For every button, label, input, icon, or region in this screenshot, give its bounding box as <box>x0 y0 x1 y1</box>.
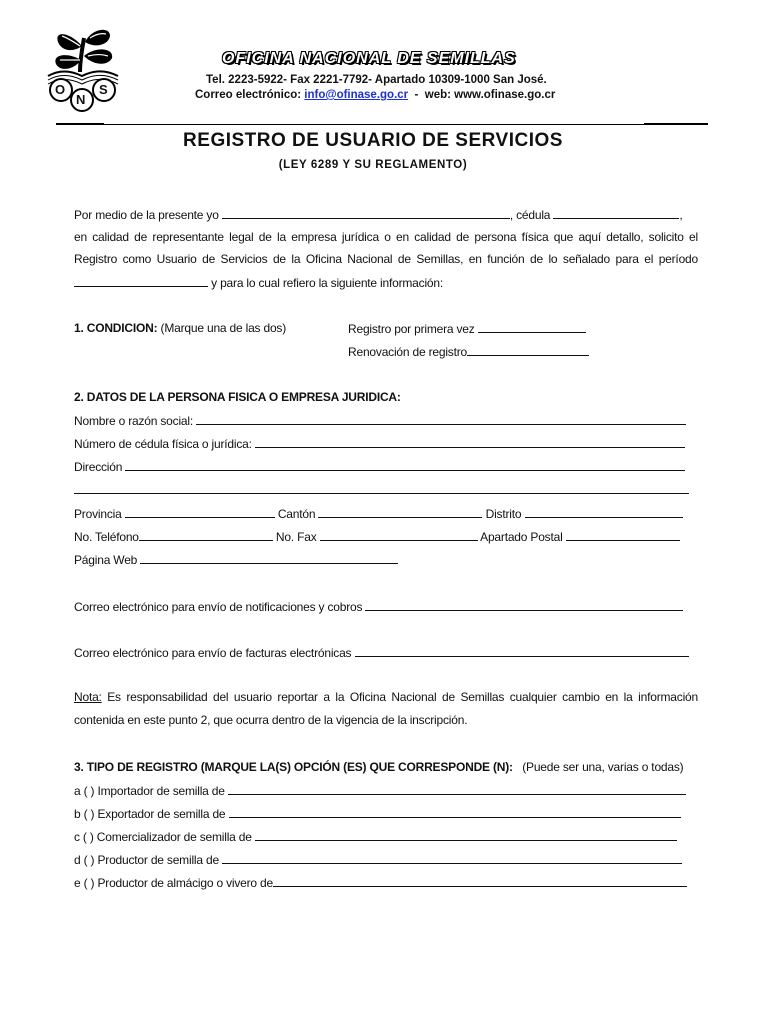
direccion-label: Dirección <box>74 460 123 474</box>
section1-hint: (Marque una de las dos) <box>160 321 287 335</box>
cedula-label: Número de cédula física o jurídica: <box>74 437 252 451</box>
direccion-field[interactable] <box>125 459 685 471</box>
correo-notif-row <box>74 599 683 614</box>
option-exportador[interactable] <box>74 806 681 821</box>
email-link[interactable]: info@ofinase.go.cr <box>304 89 409 101</box>
option-first-time-field[interactable] <box>478 321 586 333</box>
logo-letter-n: N <box>76 92 86 107</box>
correo-fact-label: Correo electrónico para envío de facturas electrónicas <box>74 646 352 660</box>
section1-title: 1. CONDICION: <box>74 321 158 335</box>
intro-line-4 <box>74 275 443 290</box>
nombre-label: Nombre o razón social: <box>74 414 193 428</box>
fax-field[interactable] <box>320 529 478 541</box>
option-exportador-label: b ( ) Exportador de semilla de <box>74 807 226 821</box>
canton-label: Cantón <box>277 507 316 521</box>
direccion-field-2[interactable] <box>74 493 689 494</box>
option-importador-field[interactable] <box>228 783 686 795</box>
option-productor-field[interactable] <box>222 852 682 864</box>
provincia-label: Provincia <box>74 507 122 521</box>
document-subtitle: (LEY 6289 Y SU REGLAMENTO) <box>278 159 468 171</box>
nota-text-1: Es responsabilidad del usuario reportar a la Oficina Nacional de Semillas cualquier cambio en la información <box>107 690 698 704</box>
correo-notif-field[interactable] <box>365 599 683 611</box>
option-comercializador[interactable] <box>74 829 677 844</box>
email-web-line <box>195 89 555 101</box>
intro-line-3: Registro como Usuario de Servicios de la Oficina Nacional de Semillas, en función de lo señalado para el período <box>74 252 698 266</box>
option-almacigo-field[interactable] <box>273 875 687 887</box>
option-comercializador-label: c ( ) Comercializador de semilla de <box>74 830 252 844</box>
period-field[interactable] <box>74 275 208 287</box>
header-rule-left <box>56 123 104 125</box>
intro-text-c: , <box>679 208 683 222</box>
option-renewal-label: Renovación de registro <box>348 345 468 359</box>
provincia-row <box>74 506 683 521</box>
option-importador-label: a ( ) Importador de semilla de <box>74 784 225 798</box>
section3-heading <box>74 760 683 774</box>
nombre-field[interactable] <box>196 413 686 425</box>
nota-label: Nota: <box>74 690 102 704</box>
correo-notif-label: Correo electrónico para envío de notificaciones y cobros <box>74 600 363 614</box>
option-exportador-field[interactable] <box>229 806 681 818</box>
intro-line-2: en calidad de representante legal de la empresa jurídica o en calidad de persona física que aquí detallo, solicito el <box>74 230 698 244</box>
cedula-row <box>74 436 685 451</box>
intro-line-1 <box>74 207 683 222</box>
direccion-row <box>74 459 685 474</box>
intro-text-b: , cédula <box>509 208 551 222</box>
nombre-row <box>74 413 686 428</box>
option-productor[interactable] <box>74 852 682 867</box>
distrito-label: Distrito <box>485 507 522 521</box>
correo-fact-field[interactable] <box>355 645 689 657</box>
option-importador[interactable] <box>74 783 686 798</box>
cedula-field[interactable] <box>553 207 679 219</box>
ons-logo <box>40 24 125 114</box>
apartado-field[interactable] <box>566 529 680 541</box>
option-renewal <box>348 344 589 359</box>
intro-text-a: Por medio de la presente yo <box>74 208 219 222</box>
option-comercializador-field[interactable] <box>255 829 677 841</box>
telefono-row <box>74 529 680 544</box>
section3-hint: (Puede ser una, varias o todas) <box>522 760 684 774</box>
telefono-label: No. Teléfono <box>74 530 139 544</box>
org-name: OFICINA NACIONAL DE SEMILLAS <box>222 50 516 67</box>
option-first-time-label: Registro por primera vez <box>348 322 475 336</box>
logo-letter-s: S <box>99 82 108 97</box>
document-title: REGISTRO DE USUARIO DE SERVICIOS <box>183 130 563 151</box>
provincia-field[interactable] <box>125 506 275 518</box>
web-label: Página Web <box>74 553 138 567</box>
email-label: Correo electrónico: <box>195 89 302 101</box>
header-rule-right <box>644 123 708 125</box>
name-field[interactable] <box>222 207 510 219</box>
nota-line-1 <box>74 690 698 704</box>
telefono-field[interactable] <box>139 529 273 541</box>
logo-letter-o: O <box>55 82 66 97</box>
option-first-time <box>348 321 586 336</box>
canton-field[interactable] <box>318 506 482 518</box>
web-address: web: www.ofinase.go.cr <box>424 89 556 101</box>
correo-fact-row <box>74 645 689 660</box>
web-separator: - <box>414 89 419 101</box>
option-renewal-field[interactable] <box>467 344 589 356</box>
contact-line: Tel. 2223-5922- Fax 2221-7792- Apartado 10309-1000 San José. <box>206 74 547 86</box>
option-almacigo-label: e ( ) Productor de almácigo o vivero de <box>74 876 273 890</box>
cedula-juridica-field[interactable] <box>255 436 685 448</box>
fax-label: No. Fax <box>275 530 317 544</box>
option-almacigo[interactable] <box>74 875 687 890</box>
header-rule-middle <box>104 124 644 125</box>
section2-heading: 2. DATOS DE LA PERSONA FISICA O EMPRESA JURIDICA: <box>74 390 401 404</box>
web-row <box>74 552 398 567</box>
web-field[interactable] <box>140 552 398 564</box>
apartado-label: Apartado Postal <box>480 530 563 544</box>
intro-text-d: y para lo cual refiero la siguiente información: <box>211 276 443 290</box>
section1-heading <box>74 321 286 335</box>
distrito-field[interactable] <box>525 506 683 518</box>
section3-title: 3. TIPO DE REGISTRO (MARQUE LA(S) OPCIÓN (ES) QUE CORRESPONDE (N): <box>74 760 513 774</box>
option-productor-label: d ( ) Productor de semilla de <box>74 853 219 867</box>
nota-line-2: contenida en este punto 2, que ocurra dentro de la vigencia de la inscripción. <box>74 713 468 727</box>
